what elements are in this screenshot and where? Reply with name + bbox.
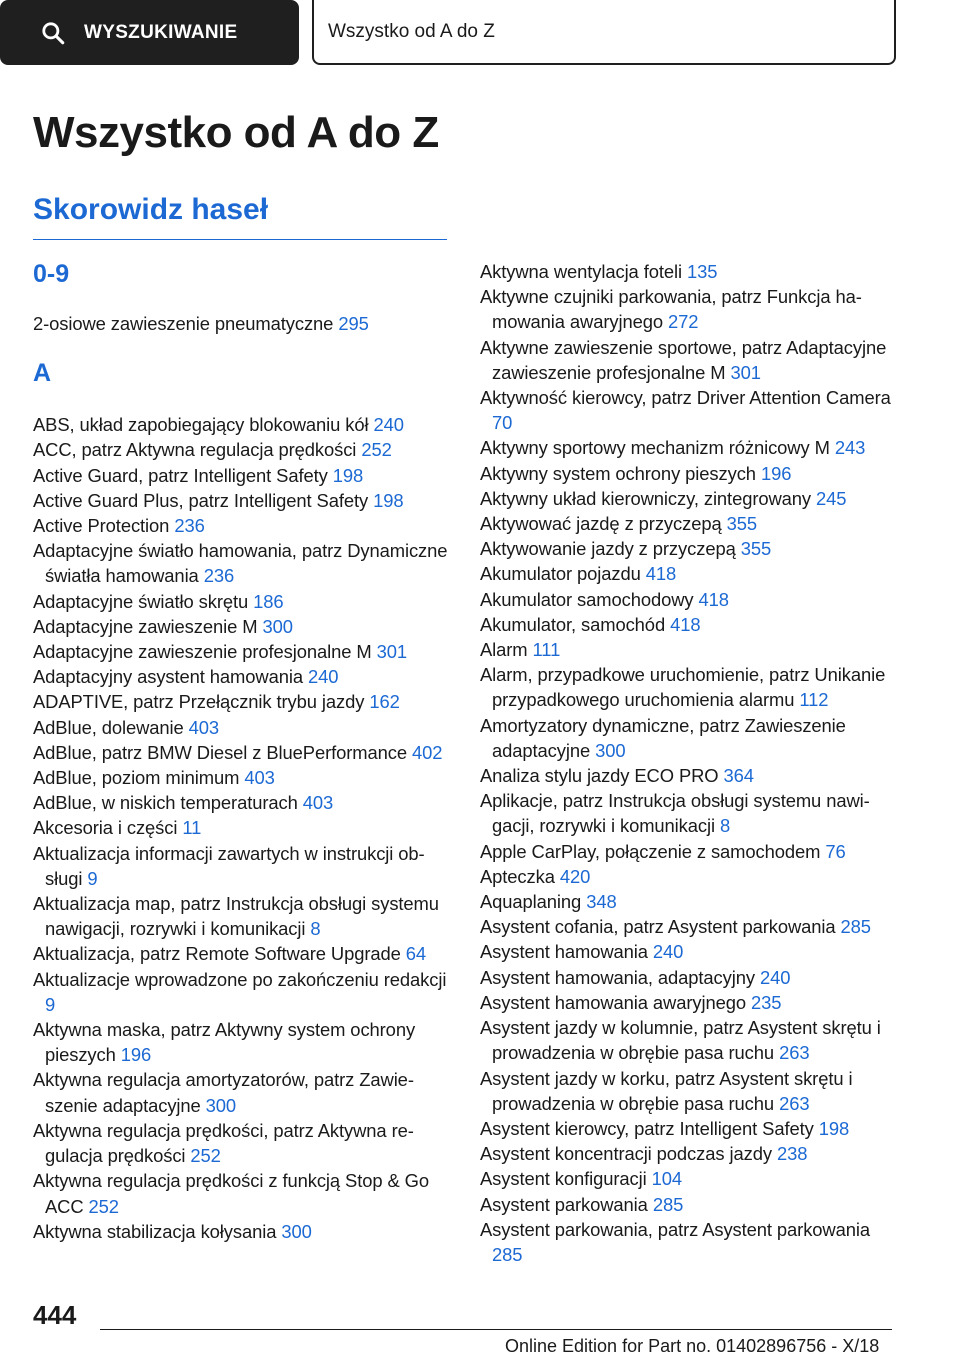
index-entry-text: Aktywna maska, patrz Aktywny system ochrony pieszych — [33, 1019, 416, 1066]
index-entry — [480, 486, 900, 511]
index-entry-page-link[interactable]: 252 — [361, 439, 392, 461]
index-entry-text: ABS, układ zapobiegający blokowaniu kół — [33, 414, 369, 436]
index-entry-page-link[interactable]: 196 — [760, 462, 792, 484]
index-entry — [33, 513, 453, 538]
index-entry-page-link[interactable]: 301 — [730, 361, 761, 383]
index-entry-page-link[interactable]: 252 — [190, 1145, 221, 1167]
index-entry-page-link[interactable]: 252 — [88, 1195, 119, 1217]
index-entry-page-link[interactable]: 418 — [645, 563, 677, 585]
index-entry-text: AdBlue, dolewanie — [33, 716, 184, 738]
index-entry-page-link[interactable]: 243 — [834, 437, 866, 459]
index-entry — [480, 1192, 900, 1217]
index-entry-text: Aktualizacja informacji zawartych w instrukcji obsługi — [33, 842, 425, 889]
index-entry — [480, 939, 900, 964]
index-entry-page-link[interactable]: 402 — [412, 741, 443, 763]
index-entry — [480, 889, 900, 914]
index-entry-text: Asystent kierowcy, patrz Intelligent Safety — [480, 1117, 814, 1139]
index-group-heading: A — [33, 359, 52, 388]
index-entry-text: Akumulator, samochód — [480, 613, 666, 635]
index-entry-text: Aktywne czujniki parkowania, patrz Funkcja hamowania awaryjnego — [480, 286, 862, 333]
index-entry-text: Apple CarPlay, połączenie z samochodem — [480, 840, 821, 862]
index-entry-text: Aktywne zawieszenie sportowe, patrz Adaptacyjne zawieszenie profesjonalne M — [480, 336, 887, 383]
index-entry — [33, 664, 453, 689]
index-entry-page-link[interactable]: 263 — [779, 1092, 810, 1114]
index-entry — [33, 815, 453, 840]
index-entry-page-link[interactable]: 186 — [253, 590, 284, 612]
index-entry — [480, 864, 900, 889]
index-entry-text: Alarm — [480, 639, 528, 661]
page-number: 444 — [33, 1300, 77, 1330]
index-entry — [33, 841, 453, 891]
index-entry-text: Adaptacyjny asystent hamowania — [33, 666, 303, 688]
index-entry-text: Akumulator pojazdu — [480, 563, 641, 585]
index-entry — [33, 538, 453, 588]
index-entry-text: Asystent jazdy w korku, patrz Asystent skrętu i prowadzenia w obrębie pasa ruchu — [480, 1067, 853, 1114]
index-entry — [33, 891, 453, 941]
index-column-left — [33, 255, 453, 1244]
index-entry — [480, 1217, 900, 1267]
index-entry-page-link[interactable]: 300 — [281, 1220, 312, 1242]
index-entry — [480, 587, 900, 612]
index-entry-text: AdBlue, poziom minimum — [33, 767, 240, 789]
index-entry — [480, 990, 900, 1015]
index-entry — [480, 1166, 900, 1191]
index-entry-text: Active Guard, patrz Intelligent Safety — [33, 464, 328, 486]
index-entry — [33, 639, 453, 664]
index-entry-page-link[interactable]: 64 — [405, 943, 427, 965]
index-entry-text: Asystent konfiguracji — [480, 1168, 647, 1190]
index-entry-page-link[interactable]: 355 — [740, 538, 772, 560]
index-entry-page-link[interactable]: 403 — [302, 792, 334, 814]
index-entry-text: Adaptacyjne światło hamowania, patrz Dynamiczne światła hamowania — [33, 540, 448, 587]
index-entry — [33, 488, 453, 513]
index-entry — [33, 311, 453, 336]
index-entry — [480, 1015, 900, 1065]
breadcrumb[interactable]: Wszystko od A do Z — [312, 0, 896, 65]
index-entry — [33, 589, 453, 614]
index-entry — [33, 715, 453, 740]
index-entry-text: Aktywna regulacja amortyzatorów, patrz Zawieszenie adaptacyjne — [33, 1069, 414, 1116]
search-button[interactable] — [0, 0, 299, 65]
index-entry — [480, 259, 900, 284]
index-entry-text: Asystent hamowania, adaptacyjny — [480, 966, 755, 988]
index-entry-text: 2-osiowe zawieszenie pneumatyczne — [33, 313, 334, 334]
index-entry-page-link[interactable]: 162 — [369, 691, 400, 713]
index-entry — [480, 1116, 900, 1141]
index-entry — [33, 412, 453, 437]
index-entry-page-link[interactable]: 240 — [759, 966, 791, 988]
index-entry-page-link[interactable]: 301 — [376, 641, 407, 663]
index-entry — [480, 763, 900, 788]
index-entry-text: Aktywna stabilizacja kołysania — [33, 1220, 277, 1242]
index-entry-page-link[interactable]: 9 — [87, 867, 98, 889]
index-entry-page-link[interactable]: 403 — [188, 716, 220, 738]
index-entry-text: Aktualizacja, patrz Remote Software Upgrade — [33, 943, 401, 965]
index-entry-page-link[interactable]: 295 — [338, 313, 369, 334]
index-entry — [33, 463, 453, 488]
index-entry-page-link[interactable]: 9 — [45, 993, 56, 1015]
index-entry-text: Aktywowanie jazdy z przyczepą — [480, 538, 736, 560]
search-button-label: WYSZUKIWANIE — [84, 21, 238, 43]
index-entry-page-link[interactable]: 420 — [559, 865, 591, 887]
index-entry — [33, 1017, 453, 1067]
index-entry-page-link[interactable]: 235 — [750, 991, 782, 1013]
index-entry-text: Analiza stylu jazdy ECO PRO — [480, 765, 719, 787]
index-entry-text: Active Protection — [33, 515, 170, 537]
index-entry-page-link[interactable]: 285 — [840, 916, 871, 938]
index-entry-page-link[interactable]: 418 — [698, 588, 729, 610]
index-entry-text: Aktywna wentylacja foteli — [480, 261, 682, 282]
index-entry-page-link[interactable]: 240 — [307, 666, 339, 688]
index-entry — [480, 435, 900, 460]
top-bar — [0, 0, 960, 66]
index-entry-page-link[interactable]: 198 — [373, 489, 404, 511]
index-entry-page-link[interactable]: 245 — [816, 487, 847, 509]
index-entry-text: Aktywować jazdę z przyczepą — [480, 513, 722, 535]
index-entry — [480, 461, 900, 486]
index-entry-page-link[interactable]: 70 — [492, 412, 513, 434]
index-entry-text: Apteczka — [480, 865, 555, 887]
index-entry-page-link[interactable]: 240 — [373, 414, 404, 436]
index-entry-text: Asystent koncentracji podczas jazdy — [480, 1143, 772, 1165]
index-entry — [480, 284, 900, 334]
index-entry — [480, 1066, 900, 1116]
index-entry-text: Asystent hamowania awaryjnego — [480, 991, 746, 1013]
index-entry-page-link[interactable]: 8 — [310, 918, 321, 940]
index-entry-text: Asystent cofania, patrz Asystent parkowania — [480, 916, 836, 938]
index-entry-page-link[interactable]: 300 — [595, 739, 626, 761]
index-entry-page-link[interactable]: 238 — [776, 1143, 808, 1165]
index-entry-page-link[interactable]: 8 — [719, 815, 731, 837]
index-entry — [33, 765, 453, 790]
index-entry-page-link[interactable]: 11 — [182, 817, 202, 839]
index-entry-text: Aplikacje, patrz Instrukcja obsługi systemu nawigacji, rozrywki i komunikacji — [480, 790, 870, 837]
index-entry-page-link[interactable]: 112 — [799, 689, 829, 711]
index-entry-page-link[interactable]: 135 — [686, 261, 718, 282]
index-entry-page-link[interactable]: 355 — [726, 513, 757, 535]
index-entry-page-link[interactable]: 236 — [203, 565, 235, 587]
index-entry — [33, 437, 453, 462]
index-entry — [33, 614, 453, 639]
index-entry-text: Amortyzatory dynamiczne, patrz Zawieszenie adaptacyjne — [480, 714, 846, 761]
index-entry-page-link[interactable]: 285 — [652, 1193, 684, 1215]
index-entry-text: Asystent parkowania — [480, 1193, 648, 1215]
index-entry — [33, 689, 453, 714]
section-divider — [33, 239, 447, 240]
index-entry-page-link[interactable]: 263 — [779, 1042, 810, 1064]
index-entry-text: Asystent jazdy w kolumnie, patrz Asystent skrętu i prowadzenia w obrębie pasa ruchu — [480, 1017, 881, 1064]
index-entry-page-link[interactable]: 418 — [670, 613, 701, 635]
index-entry — [480, 914, 900, 939]
index-entry-text: Aktywny układ kierowniczy, zintegrowany — [480, 487, 812, 509]
index-entry — [480, 713, 900, 763]
index-entry-text: Aktywna regulacja prędkości z funkcją Stop & Go ACC — [33, 1170, 430, 1217]
index-entry-text: Active Guard Plus, patrz Intelligent Safety — [33, 489, 369, 511]
index-entry — [480, 536, 900, 561]
search-icon — [40, 20, 66, 46]
index-entry — [480, 1141, 900, 1166]
index-entry — [33, 941, 453, 966]
section-title: Skorowidz haseł — [33, 193, 269, 226]
index-entry — [33, 790, 453, 815]
index-entry-page-link[interactable]: 198 — [818, 1117, 850, 1139]
index-entry — [480, 788, 900, 838]
index-entry-page-link[interactable]: 300 — [262, 615, 293, 637]
index-entry-text: Asystent parkowania, patrz Asystent parkowania — [480, 1218, 870, 1240]
index-entry — [33, 1219, 453, 1244]
index-entry-page-link[interactable]: 196 — [120, 1044, 152, 1066]
index-entry-text: Aktualizacje wprowadzone po zakończeniu redakcji — [33, 968, 447, 990]
index-entry-text: Akcesoria i części — [33, 817, 178, 839]
index-entry-page-link[interactable]: 111 — [532, 639, 561, 661]
index-entry-text: Aktualizacja map, patrz Instrukcja obsługi systemu nawigacji, rozrywki i komunikacji — [33, 893, 439, 940]
index-entry-text: Adaptacyjne zawieszenie profesjonalne M — [33, 641, 372, 663]
index-entry — [480, 612, 900, 637]
index-entry-text: ADAPTIVE, patrz Przełącznik trybu jazdy — [33, 691, 365, 713]
index-entry — [480, 561, 900, 586]
index-entry-page-link[interactable]: 285 — [492, 1243, 523, 1265]
index-entry — [480, 839, 900, 864]
index-entry-page-link[interactable]: 364 — [723, 765, 754, 787]
index-entry — [33, 1168, 453, 1218]
index-entry-text: Aktywna regulacja prędkości, patrz Aktywna regulacja prędkości — [33, 1119, 414, 1167]
index-entry-text: Alarm, przypadkowe uruchomienie, patrz Unikanie przypadkowego uruchomienia alarmu — [480, 664, 886, 711]
index-entry — [33, 1118, 453, 1168]
index-entry — [480, 511, 900, 536]
index-entry — [480, 965, 900, 990]
index-entry-text: ACC, patrz Aktywna regulacja prędkości — [33, 439, 357, 461]
index-entry-text: Aquaplaning — [480, 891, 582, 913]
index-entry-page-link[interactable]: 348 — [586, 891, 617, 913]
footer-edition: Online Edition for Part no. 01402896756 - X/18 — [505, 1336, 880, 1356]
index-entry-page-link[interactable]: 240 — [652, 941, 684, 963]
index-entry — [33, 1067, 453, 1117]
index-entry — [480, 385, 900, 435]
index-entry-page-link[interactable]: 76 — [825, 840, 846, 862]
index-entry-text: Aktywny sportowy mechanizm różnicowy M — [480, 437, 830, 459]
index-entry-text: AdBlue, w niskich temperaturach — [33, 792, 298, 814]
index-entry-text: Aktywny system ochrony pieszych — [480, 462, 756, 484]
index-group-heading: 0-9 — [33, 260, 70, 288]
index-entry-text: AdBlue, patrz BMW Diesel z BluePerformance — [33, 741, 407, 763]
index-entry-page-link[interactable]: 104 — [651, 1168, 682, 1190]
index-entry — [33, 967, 453, 1017]
index-entry-text: Aktywność kierowcy, patrz Driver Attention Camera — [480, 387, 891, 409]
index-entry-page-link[interactable]: 272 — [667, 311, 699, 333]
index-entry — [480, 335, 900, 385]
index-entry-page-link[interactable]: 236 — [174, 515, 205, 537]
index-entry-page-link[interactable]: 403 — [244, 767, 275, 789]
index-column-right — [480, 259, 900, 1267]
index-entry-page-link[interactable]: 198 — [332, 464, 364, 486]
page-title: Wszystko od A do Z — [33, 108, 439, 157]
index-entry — [480, 637, 900, 662]
index-entry-text: Asystent hamowania — [480, 941, 648, 963]
index-entry-page-link[interactable]: 300 — [205, 1094, 237, 1116]
index-entry-text: Adaptacyjne światło skrętu — [33, 590, 249, 612]
footer-divider — [100, 1329, 892, 1330]
index-entry — [480, 662, 900, 712]
index-entry — [33, 740, 453, 765]
index-entry-text: Adaptacyjne zawieszenie M — [33, 615, 258, 637]
index-entry-text: Akumulator samochodowy — [480, 588, 694, 610]
